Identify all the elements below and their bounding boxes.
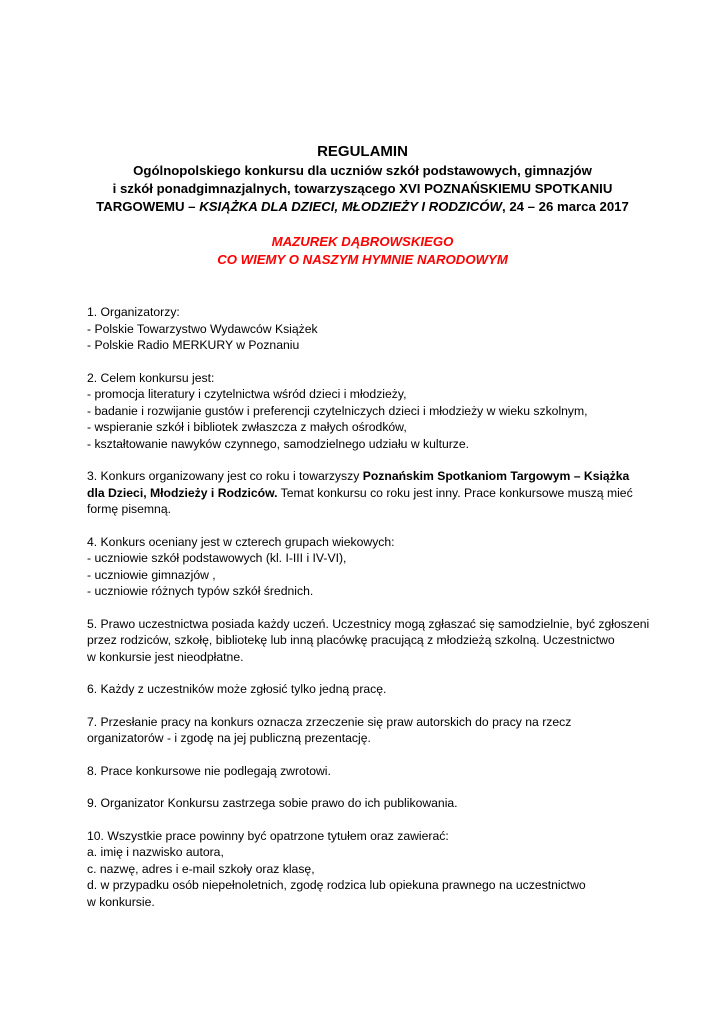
section-line: d. w przypadku osób niepełnoletnich, zgodę rodzica lub opiekuna prawnego na uczestnictwo [87, 878, 586, 892]
section-line: 7. Przesłanie pracy na konkurs oznacza zrzeczenie się praw autorskich do pracy na rzecz [87, 714, 572, 729]
event-name: KSIĄŻKA DLA DZIECI, MŁODZIEŻY I RODZICÓW [199, 199, 502, 214]
section-bold-text: dla Dzieci, Młodzieży i Rodziców. [87, 485, 278, 500]
theme-line: CO WIEMY O NASZYM HYMNIE NARODOWYM [217, 252, 508, 267]
section-line: 6. Każdy z uczestników może zgłosić tylko jedną pracę. [87, 682, 387, 696]
section-line: - uczniowie gimnazjów , [87, 567, 216, 582]
section-line: formę pisemną. [87, 502, 171, 516]
document-subtitle [0, 162, 725, 216]
section-line: 5. Prawo uczestnictwa posiada każdy uczeń. Uczestnicy mogą zgłaszać się samodzielnie, być zgłoszeni [87, 616, 650, 631]
section-line [87, 468, 647, 485]
section-requirements [87, 828, 647, 911]
section-no-return [87, 763, 647, 780]
section-line: - wspieranie szkół i bibliotek zwłaszcza z małych ośrodków, [87, 420, 407, 434]
section-line: - Polskie Radio MERKURY w Poznaniu [87, 338, 300, 352]
section-line: przez rodziców, szkołę, bibliotekę lub inną placówkę pracującą z młodzieżą szkolną. Uczestnictwo [87, 633, 615, 647]
section-text: 3. Konkurs organizowany jest co roku i towarzyszy [87, 469, 363, 483]
section-line: - uczniowie różnych typów szkół średnich. [87, 584, 314, 598]
section-copyright [87, 714, 647, 747]
section-line: 1. Organizatorzy: [87, 305, 180, 319]
section-line [87, 485, 647, 502]
section-line: - promocja literatury i czytelnictwa wśród dzieci i młodzieży, [87, 387, 407, 401]
document-title: REGULAMIN [317, 143, 408, 160]
event-date: , 24 – 26 marca 2017 [502, 199, 629, 214]
section-line: a. imię i nazwisko autora, [87, 845, 224, 859]
section-line: c. nazwę, adres i e-mail szkoły oraz klasę, [87, 861, 315, 876]
section-line: w konkursie jest nieodpłatne. [87, 649, 244, 664]
subtitle-line: Ogólnopolskiego konkursu dla uczniów szkół podstawowych, gimnazjów [133, 163, 592, 178]
subtitle-normal-text: TARGOWEMU – [96, 199, 200, 214]
section-publishing [87, 795, 647, 812]
section-age-groups [87, 534, 647, 600]
section-text: Temat konkursu co roku jest inny. Prace konkursowe muszą mieć [277, 485, 633, 500]
section-line: 2. Celem konkursu jest: [87, 370, 215, 385]
section-line: - badanie i rozwijanie gustów i preferencji czytelniczych dzieci i młodzieży w wieku szkolnym, [87, 403, 588, 418]
section-organization [87, 468, 647, 518]
section-bold-text: Poznańskim Spotkaniom Targowym – Książka [362, 469, 630, 483]
section-line: 4. Konkurs oceniany jest w czterech grupach wiekowych: [87, 534, 395, 549]
section-line: 10. Wszystkie prace powinny być opatrzone tytułem oraz zawierać: [87, 828, 449, 843]
section-line: organizatorów - i zgodę na jej publiczną prezentację. [87, 731, 371, 745]
regulations-body [87, 304, 650, 926]
section-line: - Polskie Towarzystwo Wydawców Książek [87, 321, 318, 336]
section-one-entry [87, 681, 647, 698]
contest-theme [0, 233, 725, 269]
section-goals [87, 370, 647, 453]
section-line: 8. Prace konkursowe nie podlegają zwrotowi. [87, 763, 331, 778]
subtitle-line: i szkół ponadgimnazjalnych, towarzyszącego XVI POZNAŃSKIEMU SPOTKANIU [112, 181, 613, 196]
section-line: - kształtowanie nawyków czynnego, samodzielnego udziału w kulturze. [87, 436, 470, 451]
section-line: w konkursie. [87, 894, 155, 909]
section-organizers [87, 304, 647, 354]
section-participation [87, 616, 650, 666]
theme-line: MAZUREK DĄBROWSKIEGO [271, 234, 454, 249]
section-line: 9. Organizator Konkursu zastrzega sobie prawo do ich publikowania. [87, 796, 458, 810]
section-line: - uczniowie szkół podstawowych (kl. I-III i IV-VI), [87, 551, 347, 565]
subtitle-line [0, 198, 725, 216]
